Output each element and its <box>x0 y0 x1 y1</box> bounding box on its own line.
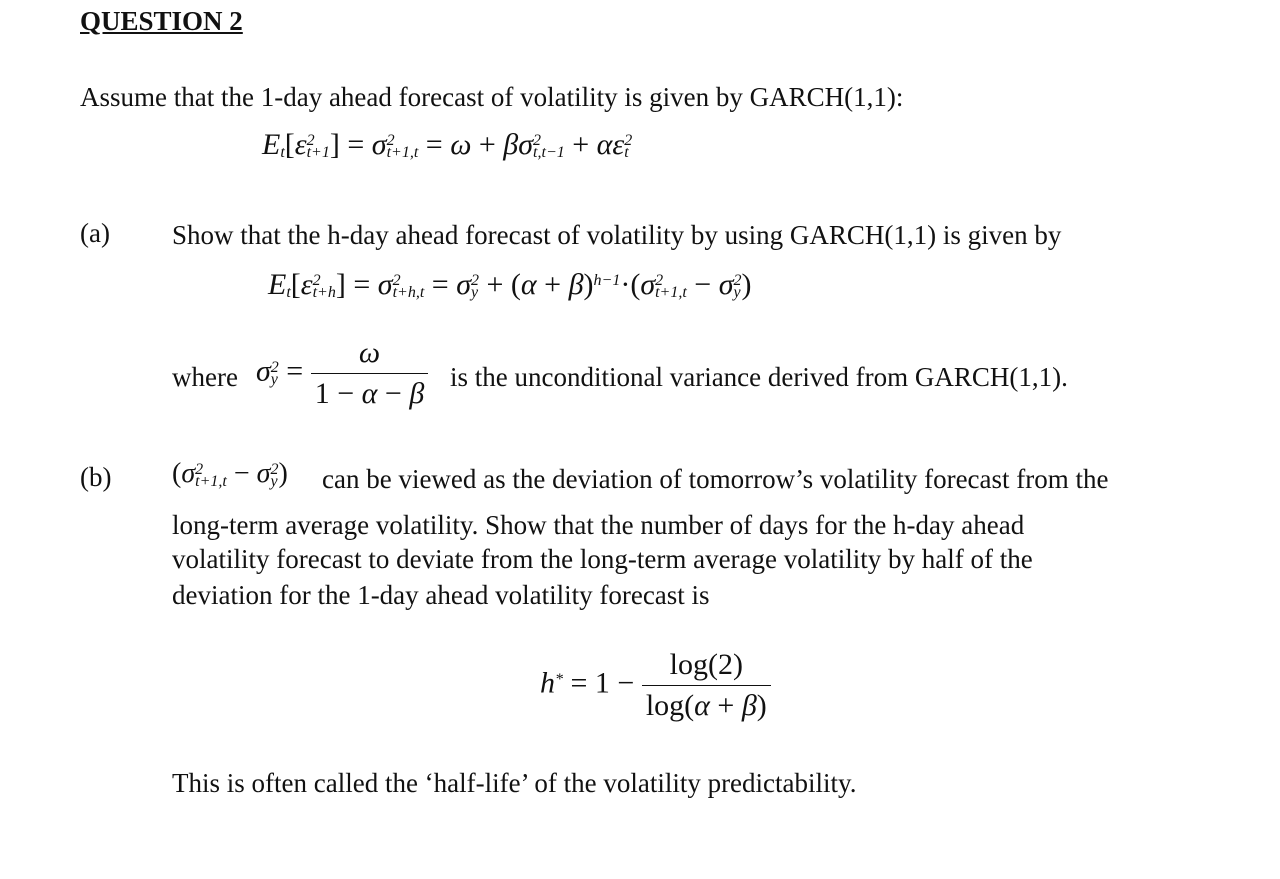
h-day-forecast-equation: E t [ε 2 t+h ] = σ 2 t+h,t = σ 2 y + (α + β) h−1 ·(σ 2 t+1,t − σ 2 y ) <box>268 268 752 302</box>
part-b-line3: volatility forecast to deviate from the long-term average volatility by half of the <box>172 544 1033 574</box>
part-b-line1: can be viewed as the deviation of tomorrow’s volatility forecast from the <box>322 464 1109 494</box>
page-title: QUESTION 2 <box>80 6 243 36</box>
part-b-line2: long-term average volatility. Show that the number of days for the h-day ahead <box>172 510 1025 540</box>
half-life-formula: h * = 1 − $\frac{\log(2)}{\log(\alpha + \beta)}$ <box>540 648 771 723</box>
unconditional-variance-formula: σ 2 y = $\frac{\omega}{1 - \alpha - \beta}$ <box>256 336 428 411</box>
garch-equation: E t [ε 2 t+1 ] = σ 2 t+1,t = ω + βσ 2 t,t−1 + αε 2 t <box>262 128 633 162</box>
part-a-label: (a) <box>80 218 110 248</box>
part-b-label: (b) <box>80 462 112 492</box>
deviation-expression: (σ 2 t+1,t − σ 2 y ) <box>172 458 288 490</box>
where-tail-text: is the unconditional variance derived from GARCH(1,1). <box>450 362 1068 392</box>
formula-numerator: log(2) <box>642 648 771 686</box>
part-a-text: Show that the h-day ahead forecast of volatility by using GARCH(1,1) is given by <box>172 220 1062 250</box>
closing-text: This is often called the ‘half-life’ of the volatility predictability. <box>172 768 857 798</box>
part-b-line4: deviation for the 1-day ahead volatility forecast is <box>172 580 710 610</box>
where-word: where <box>172 362 238 392</box>
intro-text: Assume that the 1-day ahead forecast of volatility is given by GARCH(1,1): <box>80 82 904 112</box>
